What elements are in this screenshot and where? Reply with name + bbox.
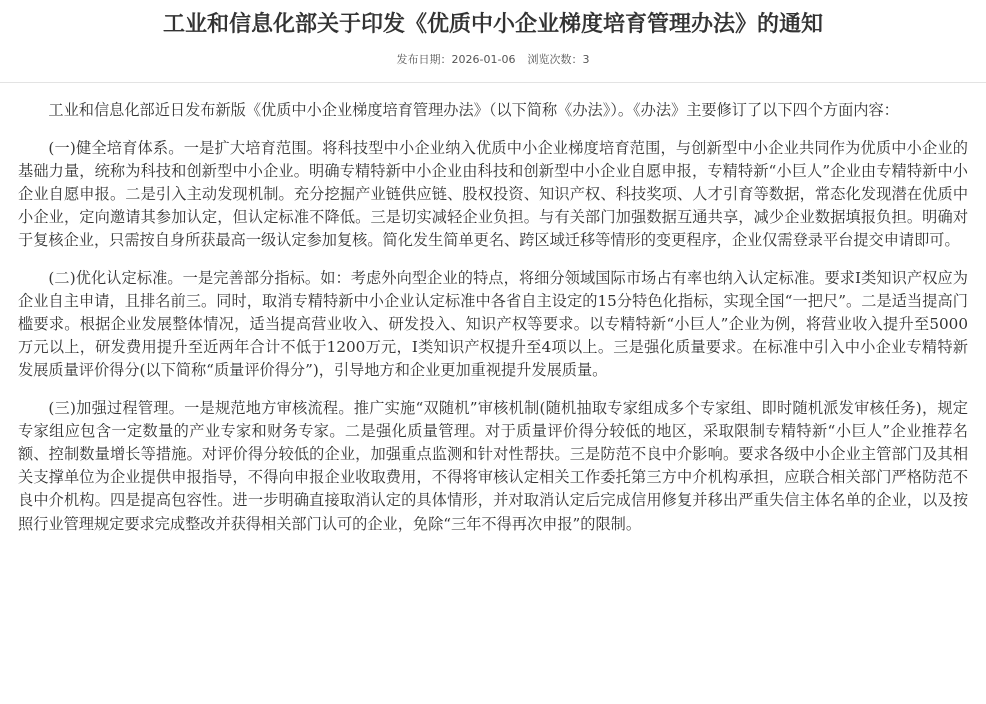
paragraph-section-3: (三)加强过程管理。一是规范地方审核流程。推广实施“双随机”审核机制(随机抽取专家组成多个专家组、即时随机派发审核任务)，规定专家组应包含一定数量的产业专家和财务专家。二是强化质量管理。对于质量评价得分较低的地区，采取限制专精特新“小巨人”企业推荐名额、控制数量增长等措施。对评价得分较低的企业，加强重点监测和针对性帮扶。三是防范不良中介影响。要求各级中小企业主管部门及其相关支撑单位为企业提供申报指导，不得向申报企业收取费用，不得将审核认定相关工作委托第三方中介机构承担，应联合相关部门严格防范不良中介机构。四是提高包容性。进一步明确直接取消认定的具体情形，并对取消认定后完成信用修复并移出严重失信主体名单的企业，以及按照行业管理规定要求完成整改并获得相关部门认可的企业，免除“三年不得再次申报”的限制。 (18, 399, 968, 533)
paragraph-intro: 工业和信息化部近日发布新版《优质中小企业梯度培育管理办法》（以下简称《办法》）。《办法》主要修订了以下四个方面内容： (48, 101, 899, 119)
page-title: 工业和信息化部关于印发《优质中小企业梯度培育管理办法》的通知 (162, 12, 823, 37)
publish-date-label: 发布日期： (396, 53, 452, 66)
paragraph-section-1: (一)健全培育体系。一是扩大培育范围。将科技型中小企业纳入优质中小企业梯度培育范围，与创新型中小企业共同作为优质中小企业的基础力量，统称为科技和创新型中小企业。明确专精特新中小企业由科技和创新型中小企业自愿申报，专精特新“小巨人”企业由专精特新中小企业自愿申报。二是引入主动发现机制。充分挖掘产业链供应链、股权投资、知识产权、科技奖项、人才引育等数据，常态化发现潜在优质中小企业，定向邀请其参加认定，但认定标准不降低。三是切实减轻企业负担。与有关部门加强数据互通共享，减少企业数据填报负担。明确对于复核企业，只需按自身所获最高一级认定参加复核。简化发生简单更名、跨区域迁移等情形的变更程序，企业仅需登录平台提交申请即可。 (18, 138, 968, 250)
publish-date: 2026-01-06 (451, 53, 516, 66)
views-count: 3 (582, 53, 590, 66)
article-meta (0, 52, 986, 68)
article-body (18, 99, 968, 550)
views-label: 浏览次数： (527, 53, 583, 66)
paragraph-section-2: (二)优化认定标准。一是完善部分指标。如：考虑外向型企业的特点，将细分领域国际市场占有率也纳入认定标准。要求I类知识产权应为企业自主申请，且排名前三。同时，取消专精特新中小企业认定标准中各省自主设定的15分特色化指标，实现全国“一把尺”。二是适当提高门槛要求。根据企业发展整体情况，适当提高营业收入、研发投入、知识产权等要求。以专精特新“小巨人”企业为例，将营业收入提升至5000万元以上，研发费用提升至近两年合计不低于1200万元，I类知识产权提升至4项以上。三是强化质量要求。在标准中引入中小企业专精特新发展质量评价得分(以下简称“质量评价得分”)，引导地方和企业更加重视提升发展质量。 (18, 268, 968, 380)
title-divider (0, 82, 986, 83)
